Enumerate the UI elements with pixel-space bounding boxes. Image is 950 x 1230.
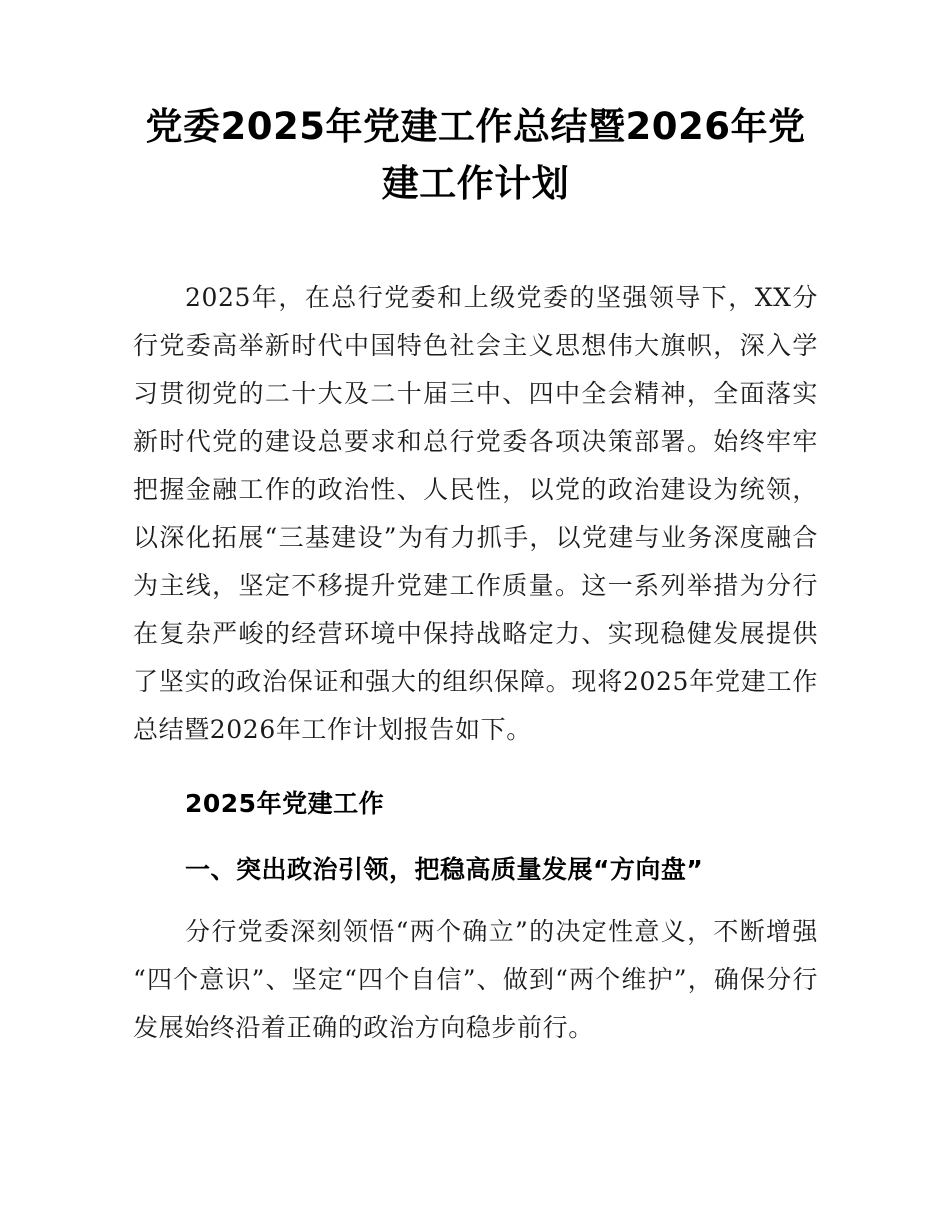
heading-section-one: 一、突出政治引领，把稳高质量发展“方向盘” [185,855,704,884]
intro-paragraph: 2025年，在总行党委和上级党委的坚强领导下，XX分行党委高举新时代中国特色社会主义思想伟大旗帜，深入学习贯彻党的二十大及二十届三中、四中全会精神，全面落实新时代党的建设总要求和总行党委各项决策部署。始终牢牢把握金融工作的政治性、人民性，以党的政治建设为统领，以深化拓展“三基建设”为有力抓手，以党建与业务深度融合为主线，坚定不移提升党建工作质量。这一系列举措为分行在复杂严峻的经营环境中保持战略定力、实现稳健发展提供了坚实的政治保证和强大的组织保障。现将2025年党建工作总结暨2026年工作计划报告如下。 [133,283,818,744]
section-one-paragraph: 分行党委深刻领悟“两个确立”的决定性意义，不断增强“四个意识”、坚定“四个自信”、做到“两个维护”，确保分行发展始终沿着正确的政治方向稳步前行。 [133,917,818,1042]
heading-part-one: 2025年党建工作 [185,789,385,818]
document-title: 党委2025年党建工作总结暨2026年党建工作计划 [145,105,806,205]
document-content [133,0,818,1052]
